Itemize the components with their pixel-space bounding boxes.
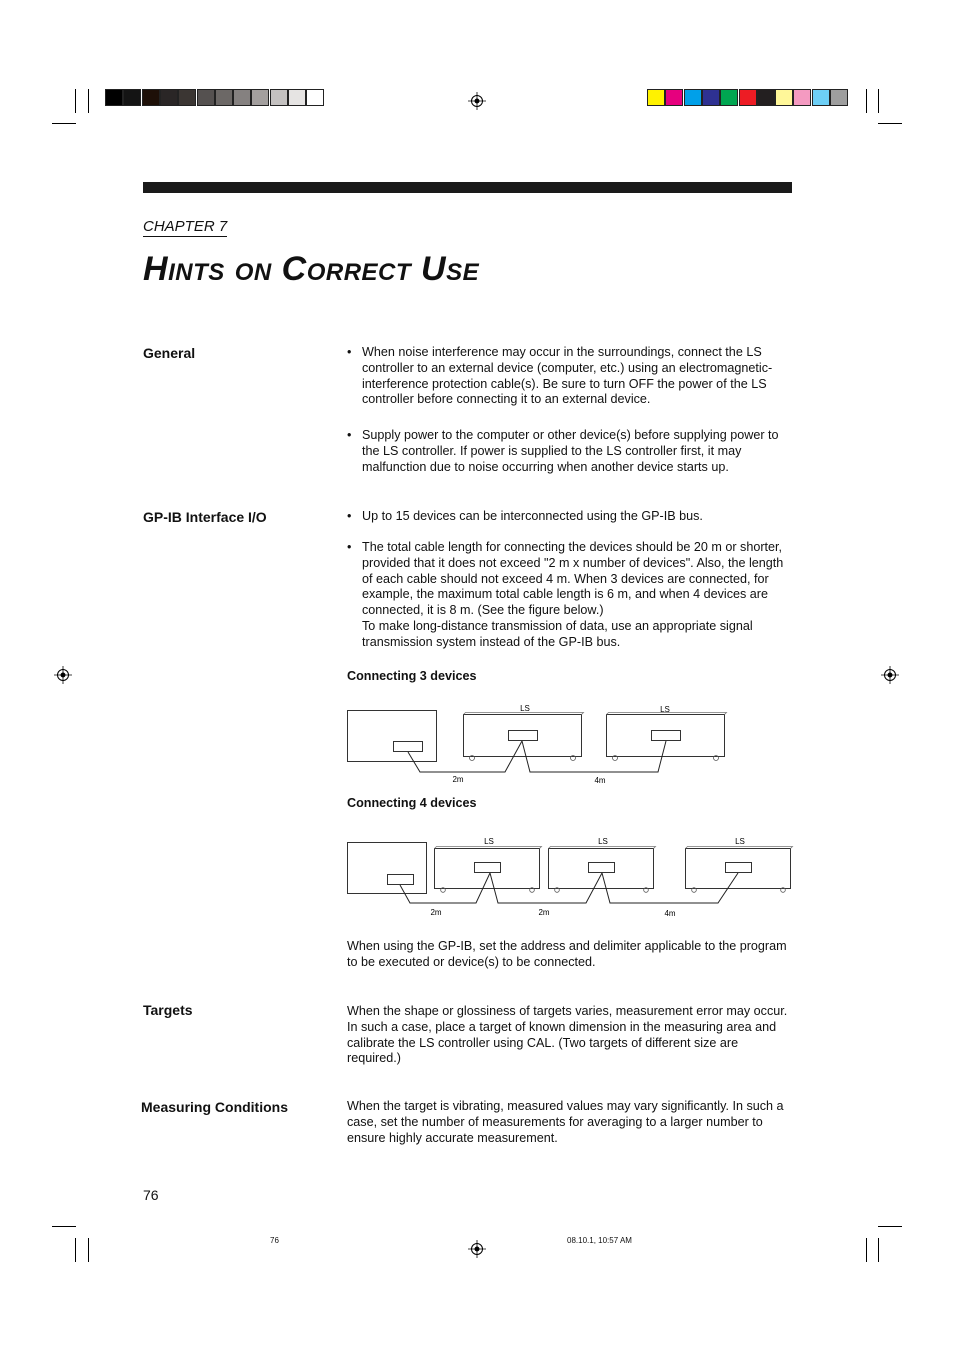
color-swatch xyxy=(105,89,123,106)
color-swatch xyxy=(123,89,141,106)
color-swatch xyxy=(793,89,811,106)
color-swatch xyxy=(665,89,683,106)
color-swatch xyxy=(233,89,251,106)
device-label: LS xyxy=(484,837,494,846)
figure-caption-3-devices: Connecting 3 devices xyxy=(347,669,477,683)
crop-mark xyxy=(88,89,89,113)
gpib-note: When using the GP-IB, set the address and delimiter applicable to the program to be executed or device(s) to be connected. xyxy=(347,939,787,969)
color-swatch xyxy=(270,89,288,106)
registration-mark-icon xyxy=(881,666,899,684)
color-swatch xyxy=(288,89,306,106)
computer-box xyxy=(348,843,427,894)
crop-mark xyxy=(878,1226,902,1227)
page-number: 76 xyxy=(143,1187,159,1203)
page-title: HINTS ON CORRECT USE xyxy=(143,250,480,288)
color-swatch xyxy=(142,89,160,106)
cable-length-label: 2m xyxy=(430,908,442,917)
connector xyxy=(394,742,423,752)
cable-length-label: 4m xyxy=(594,776,606,785)
color-swatch xyxy=(251,89,269,106)
color-swatch xyxy=(647,89,665,106)
crop-mark xyxy=(75,1238,76,1262)
cable-length-label: 2m xyxy=(452,775,464,784)
color-swatch xyxy=(702,89,720,106)
connector xyxy=(589,863,615,873)
section-heading-measuring-conditions: Measuring Conditions xyxy=(141,1099,288,1115)
connector xyxy=(726,863,752,873)
crop-mark xyxy=(878,123,902,124)
section-heading-targets: Targets xyxy=(143,1002,193,1018)
color-swatch xyxy=(178,89,196,106)
registration-mark-icon xyxy=(468,1240,486,1258)
crop-mark xyxy=(52,123,76,124)
connector xyxy=(652,731,681,741)
header-rule xyxy=(143,182,792,193)
color-swatch xyxy=(830,89,848,106)
crop-mark xyxy=(866,89,867,113)
device-label: LS xyxy=(735,837,745,846)
computer-box xyxy=(348,711,437,762)
registration-mark-icon xyxy=(54,666,72,684)
chapter-label: CHAPTER 7 xyxy=(143,218,228,235)
cable-length-label: 2m xyxy=(538,908,550,917)
color-swatch xyxy=(197,89,215,106)
crop-mark xyxy=(878,1238,879,1262)
connector xyxy=(475,863,501,873)
color-swatch xyxy=(684,89,702,106)
list-item: • When noise interference may occur in the surroundings, connect the LS controller to an external device (computer, etc.) using an electromagnetic-interference protection cable(s). Be sure to turn OFF the power of the LS controller before connecting it to an external device. xyxy=(347,345,773,407)
device-label: LS xyxy=(660,705,670,714)
device-label: LS xyxy=(520,704,530,713)
device-label: LS xyxy=(598,837,608,846)
color-swatch xyxy=(215,89,233,106)
cable-length-label: 4m xyxy=(664,909,676,918)
crop-mark xyxy=(52,1226,76,1227)
registration-mark-icon xyxy=(468,92,486,110)
connector xyxy=(509,731,538,741)
section-heading-gpib: GP-IB Interface I/O xyxy=(143,509,267,525)
targets-text: When the shape or glossiness of targets varies, measurement error may occur. In such a case, place a target of known dimension in the measuring area and calibrate the LS controller using CAL. (Two targets of different size are required.) xyxy=(347,1004,788,1066)
list-item: • Up to 15 devices can be interconnected using the GP-IB bus. xyxy=(347,509,703,523)
color-swatch xyxy=(775,89,793,106)
section-heading-general: General xyxy=(143,345,196,361)
measuring-text: When the target is vibrating, measured values may vary significantly. In such a case, set the number of measurements for averaging to a larger number to ensure highly accurate measurement. xyxy=(347,1099,784,1145)
color-swatch xyxy=(739,89,757,106)
footer-timestamp: 08.10.1, 10:57 AM xyxy=(567,1236,632,1245)
connector xyxy=(388,875,414,885)
connection-diagram-4-devices xyxy=(340,833,795,923)
crop-mark xyxy=(75,89,76,113)
crop-mark xyxy=(88,1238,89,1262)
list-item: • The total cable length for connecting the devices should be 20 m or shorter, provided that it does not exceed "2 m x number of devices". Also, the length of each cable should not exceed 4 m. When 3 devices are connected, for example, the maximum total cable length is 6 m, and when 4 devices are connected, it is 8 m. (See the figure below.) To make long-distance transmission of data, use an appropriate signal transmission system instead of the GP-IB bus. xyxy=(347,540,784,649)
footer-page: 76 xyxy=(270,1236,279,1245)
color-swatch xyxy=(306,89,324,106)
color-swatch xyxy=(720,89,738,106)
color-swatch xyxy=(757,89,775,106)
figure-caption-4-devices: Connecting 4 devices xyxy=(347,796,477,810)
list-item: • Supply power to the computer or other device(s) before supplying power to the LS controller. If power is supplied to the LS controller first, it may malfunction due to noise occurring when another device starts up. xyxy=(347,428,779,474)
crop-mark xyxy=(866,1238,867,1262)
connection-diagram-3-devices xyxy=(340,700,740,790)
crop-mark xyxy=(878,89,879,113)
color-swatch xyxy=(160,89,178,106)
color-swatch xyxy=(812,89,830,106)
